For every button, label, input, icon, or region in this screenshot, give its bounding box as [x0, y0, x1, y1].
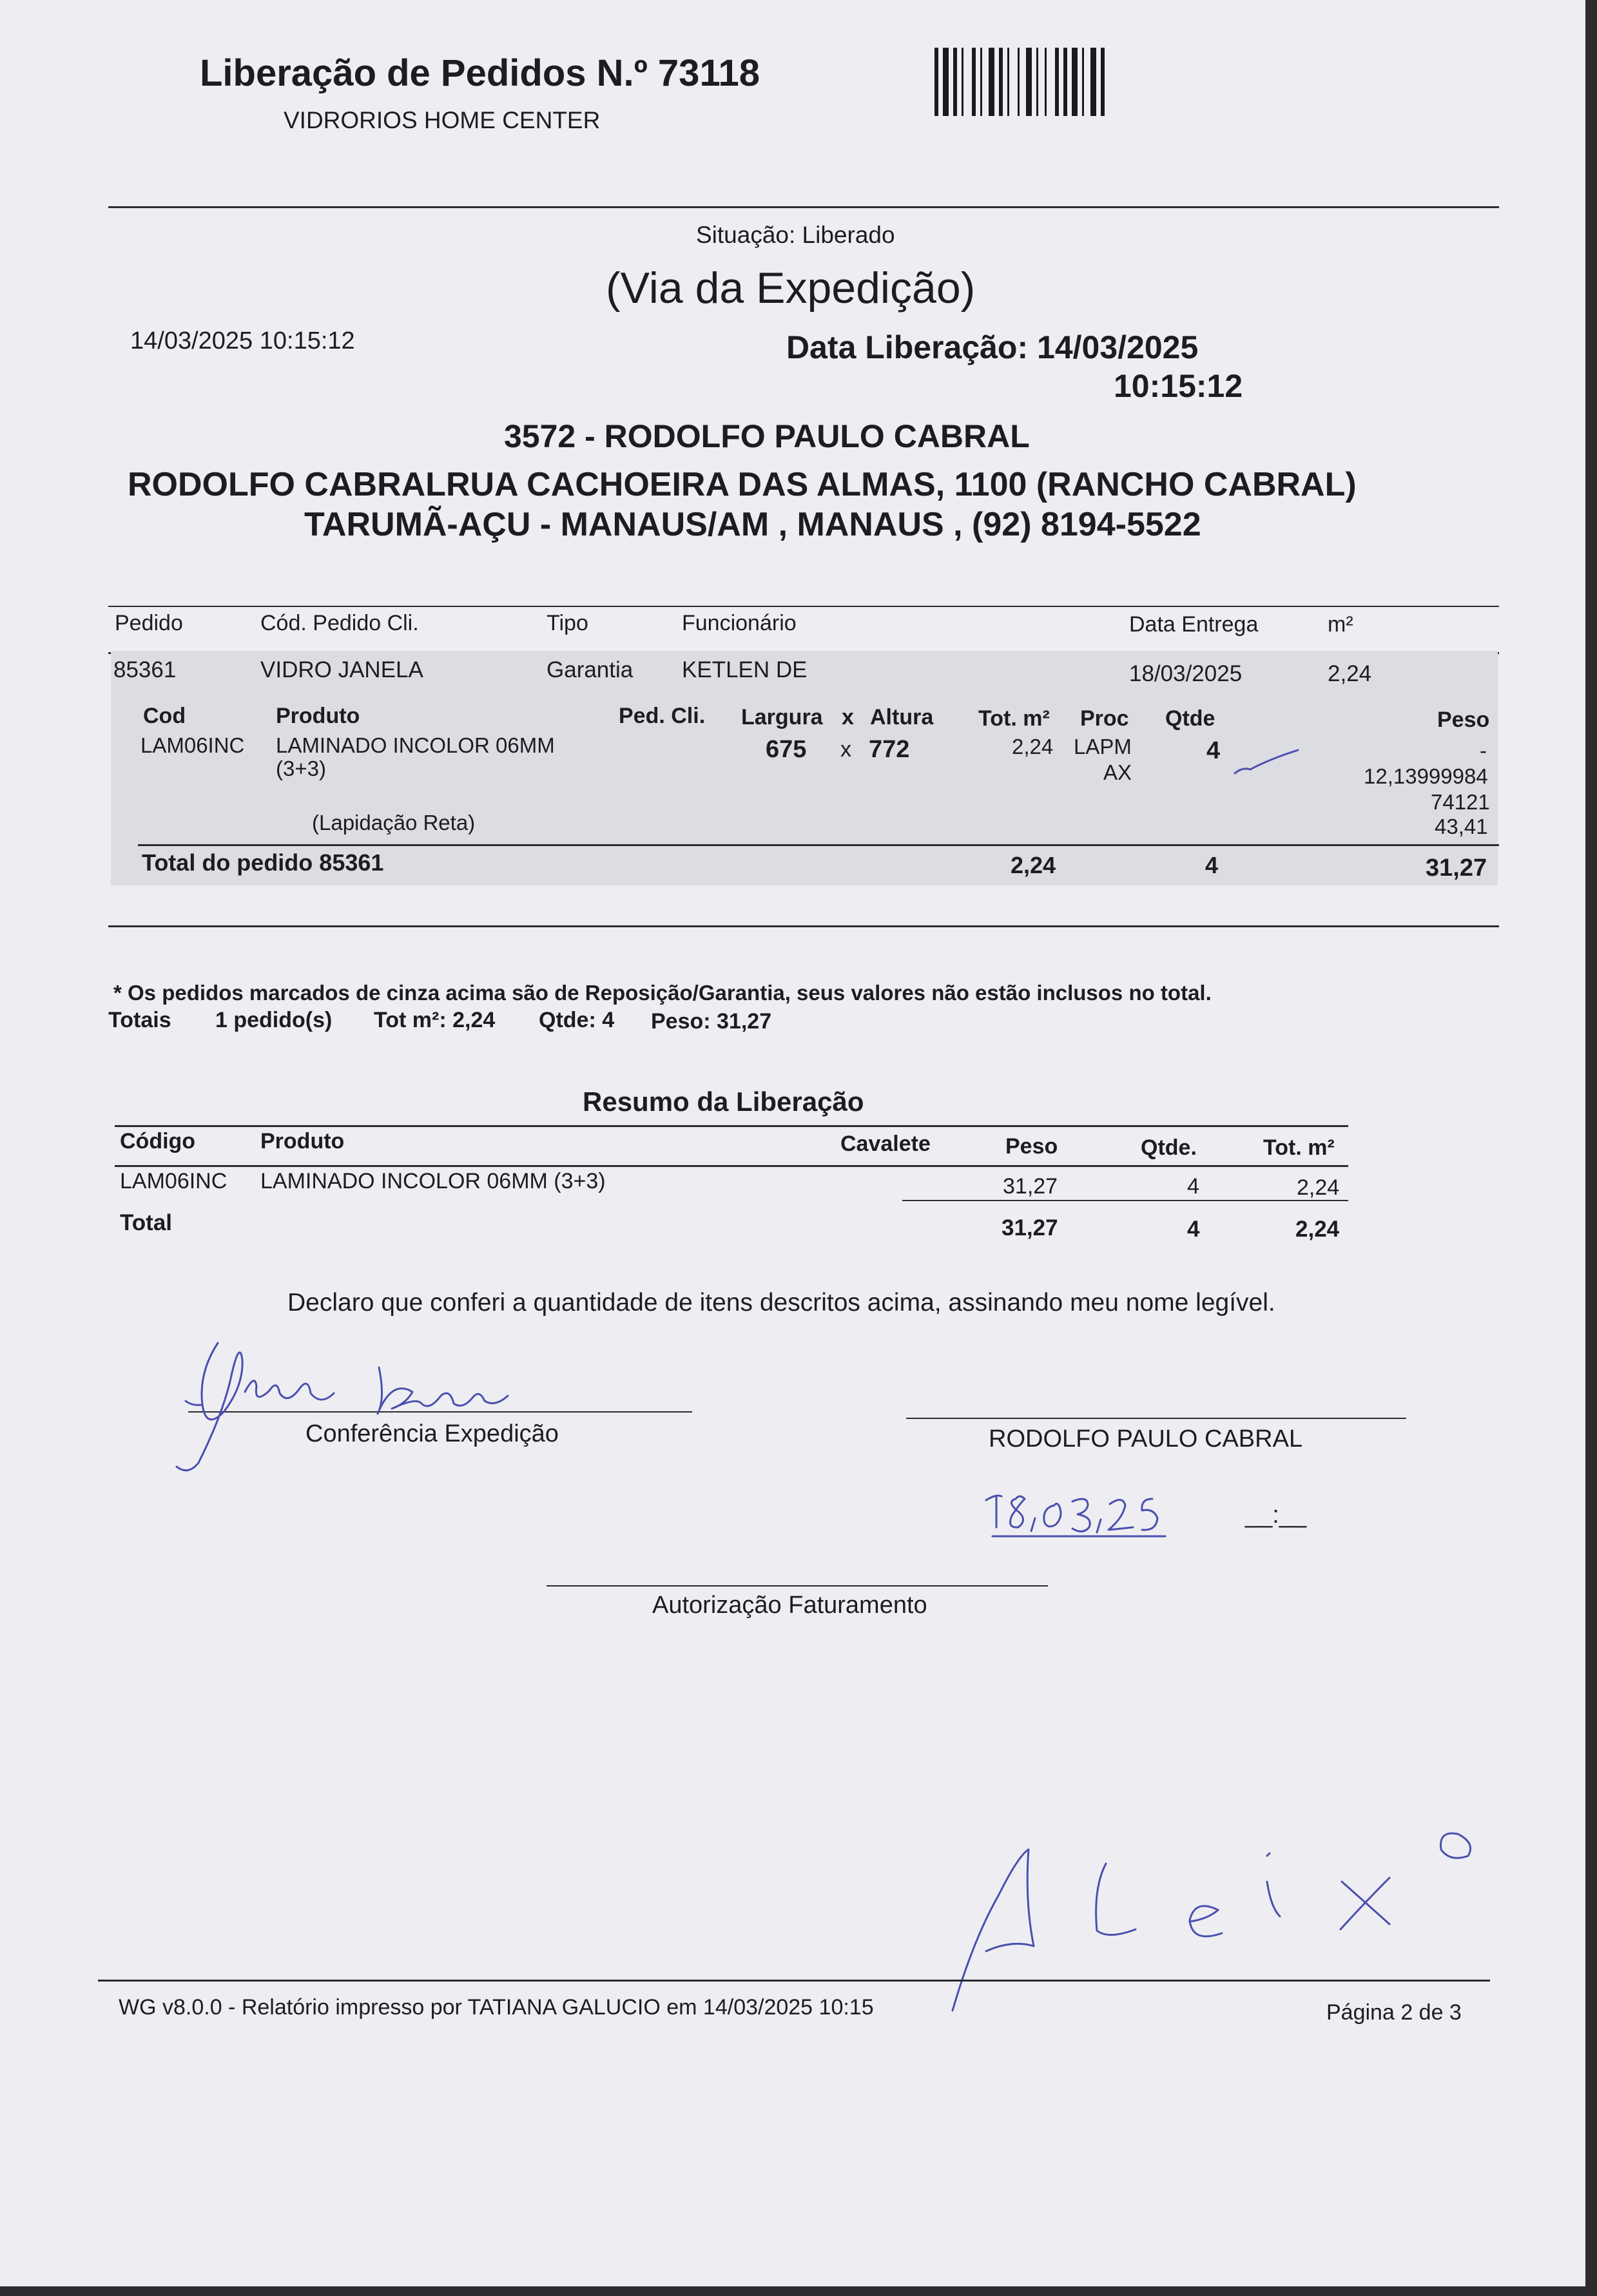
order-table-bottom-rule — [108, 925, 1499, 927]
item-header-x: x — [842, 705, 854, 729]
summary-total-label: Total — [120, 1210, 173, 1235]
order-pedido: 85361 — [113, 657, 177, 682]
warranty-note: * Os pedidos marcados de cinza acima são de Reposição/Garantia, seus valores não estão inclusos no total. — [113, 981, 1212, 1005]
signature-conferencia — [173, 1334, 572, 1476]
item-header-proc: Proc — [1080, 706, 1129, 731]
order-total-rule — [138, 844, 1499, 846]
item-header-altura: Altura — [870, 705, 934, 729]
status-text: Situação: Liberado — [696, 222, 895, 248]
summary-total-peso: 31,27 — [1002, 1215, 1058, 1240]
col-header-data-entrega: Data Entrega — [1129, 612, 1259, 637]
item-x: x — [840, 737, 851, 762]
summary-title: Resumo da Liberação — [583, 1086, 864, 1117]
col-header-tipo: Tipo — [547, 611, 588, 635]
totals-pedidos: 1 pedido(s) — [215, 1008, 333, 1032]
time-blank: __:__ — [1245, 1501, 1307, 1529]
footer-page-number: Página 2 de 3 — [1326, 2000, 1462, 2025]
barcode — [933, 48, 1179, 119]
print-datetime: 14/03/2025 10:15:12 — [130, 327, 355, 354]
summary-header-codigo: Código — [120, 1129, 196, 1153]
item-header-ped-cli: Ped. Cli. — [619, 704, 706, 728]
order-total-qtde: 4 — [1205, 852, 1219, 878]
client-code-name: 3572 - RODOLFO PAULO CABRAL — [504, 418, 1030, 454]
item-peso-line3: 43,41 — [1435, 815, 1488, 838]
col-header-m2: m² — [1328, 612, 1353, 637]
item-header-qtde: Qtde — [1165, 706, 1215, 731]
order-data-entrega: 18/03/2025 — [1129, 661, 1243, 686]
col-header-cod-pedido-cli: Cód. Pedido Cli. — [260, 611, 419, 635]
item-header-cod: Cod — [143, 704, 186, 728]
header-divider — [108, 206, 1499, 208]
col-header-funcionario: Funcionário — [682, 611, 797, 635]
handwritten-date — [980, 1482, 1173, 1540]
item-cod: LAM06INC — [140, 733, 245, 757]
item-altura: 772 — [869, 736, 910, 763]
summary-header-cavalete: Cavalete — [840, 1132, 931, 1156]
summary-row-codigo: LAM06INC — [120, 1169, 227, 1193]
release-date: Data Liberação: 14/03/2025 — [786, 329, 1199, 365]
summary-header-peso: Peso — [1005, 1134, 1058, 1159]
totals-peso: Peso: 31,27 — [651, 1009, 772, 1034]
item-peso-line1: 12,13999984 — [1364, 764, 1488, 788]
order-m2: 2,24 — [1328, 661, 1372, 686]
item-header-tot-m2: Tot. m² — [978, 706, 1050, 731]
summary-row-qtde: 4 — [1187, 1174, 1199, 1199]
company-name: VIDRORIOS HOME CENTER — [284, 107, 601, 133]
summary-header-produto: Produto — [260, 1129, 345, 1153]
totals-label: Totais — [108, 1008, 171, 1032]
item-header-produto: Produto — [276, 704, 360, 728]
totals-qtde: Qtde: 4 — [539, 1008, 615, 1032]
summary-top-rule — [115, 1125, 1348, 1127]
handwritten-name-signature — [947, 1811, 1515, 2017]
item-header-peso: Peso — [1437, 708, 1490, 732]
col-header-pedido: Pedido — [115, 611, 183, 635]
order-funcionario: KETLEN DE — [682, 657, 808, 682]
auth-signature-line — [547, 1585, 1048, 1587]
item-produto: LAMINADO INCOLOR 06MM — [276, 733, 555, 757]
right-signature-label: RODOLFO PAULO CABRAL — [989, 1425, 1303, 1452]
summary-row-rule — [902, 1200, 1348, 1201]
item-header-largura: Largura — [741, 705, 823, 729]
summary-total-tot-m2: 2,24 — [1295, 1217, 1340, 1242]
item-largura: 675 — [766, 736, 807, 763]
order-cod-pedido-cli: VIDRO JANELA — [260, 657, 423, 682]
declaration-text: Declaro que conferi a quantidade de itens descritos acima, assinando meu nome legível. — [287, 1289, 1275, 1317]
item-qtde: 4 — [1206, 737, 1221, 764]
totals-m2: Tot m²: 2,24 — [374, 1008, 496, 1032]
item-tot-m2: 2,24 — [1012, 735, 1054, 758]
summary-header-tot-m2: Tot. m² — [1263, 1135, 1335, 1160]
release-time: 10:15:12 — [1114, 368, 1243, 404]
order-total-label: Total do pedido 85361 — [142, 849, 384, 876]
client-address-line1: RODOLFO CABRALRUA CACHOEIRA DAS ALMAS, 1100 (RANCHO CABRAL) — [128, 466, 1357, 503]
left-signature-label: Conferência Expedição — [305, 1420, 559, 1447]
summary-row-peso: 31,27 — [1003, 1174, 1058, 1199]
document-title: Liberação de Pedidos N.º 73118 — [200, 52, 760, 94]
order-tipo: Garantia — [547, 657, 634, 682]
summary-total-qtde: 4 — [1187, 1217, 1200, 1242]
footer-rule — [98, 1980, 1490, 1982]
summary-row-produto: LAMINADO INCOLOR 06MM (3+3) — [260, 1169, 606, 1193]
via-title: (Via da Expedição) — [606, 264, 976, 313]
order-table-top-rule — [108, 606, 1499, 607]
auth-signature-label: Autorização Faturamento — [652, 1592, 927, 1619]
order-total-m2: 2,24 — [1011, 852, 1056, 878]
check-mark — [1231, 741, 1302, 780]
order-total-peso: 31,27 — [1426, 854, 1487, 882]
footer-print-info: WG v8.0.0 - Relatório impresso por TATIANA GALUCIO em 14/03/2025 10:15 — [119, 1995, 874, 2020]
right-signature-line — [906, 1418, 1406, 1419]
summary-row-tot-m2: 2,24 — [1297, 1175, 1340, 1200]
summary-header-rule — [115, 1165, 1348, 1167]
item-produto-cont: (3+3) — [276, 757, 326, 780]
item-peso-line2: 74121 — [1431, 790, 1490, 814]
item-proc-line1: LAPM — [1074, 735, 1132, 758]
item-service: (Lapidação Reta) — [312, 811, 476, 834]
item-proc-line2: AX — [1103, 760, 1132, 784]
summary-header-qtde: Qtde. — [1141, 1135, 1197, 1160]
client-address-line2: TARUMÃ-AÇU - MANAUS/AM , MANAUS , (92) 8194-5522 — [304, 506, 1201, 543]
item-peso-dash: - — [1480, 738, 1487, 762]
